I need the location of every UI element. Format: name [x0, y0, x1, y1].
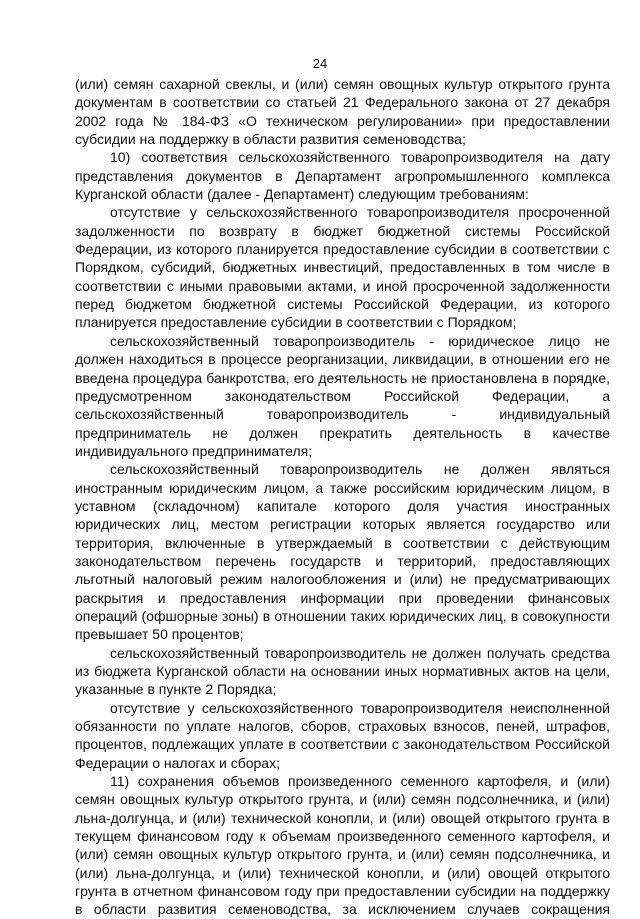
- text-line: предприниматель не должен прекратить деятельность в качестве: [75, 424, 610, 441]
- text-line: перед бюджетом бюджетной системы Российской Федерации, из которого: [75, 296, 610, 313]
- text-line: (или) семян овощных культур открытого грунта, и (или) семян подсолнечника, и: [75, 846, 610, 863]
- text-line: обязанности по уплате налогов, сборов, страховых взносов, пеней, штрафов,: [75, 718, 610, 735]
- text-line: законодательством перечень государств и территорий, предоставляющих: [75, 552, 610, 569]
- text-line: грунта в отчетном финансовом году при предоставлении субсидии на поддержку: [75, 883, 610, 900]
- text-line: (или) льна-долгунца, и (или) технической конопли, и (или) овощей открытого: [75, 864, 610, 881]
- body-text: [75, 75, 610, 919]
- text-line: сельскохозяйственный товаропроизводитель - юридическое лицо не: [110, 332, 610, 349]
- text-line: отсутствие у сельскохозяйственного товаропроизводителя неисполненной: [110, 699, 610, 716]
- text-line: юридических лиц, местом регистрации которых является государство или: [75, 516, 610, 533]
- text-line: отсутствие у сельскохозяйственного товаропроизводителя просроченной: [110, 204, 610, 221]
- text-line: сельскохозяйственный товаропроизводитель не должен являться: [110, 461, 610, 478]
- text-line: представления документов в Департамент агропромышленного комплекса: [75, 167, 610, 184]
- text-line: текущем финансовом году к объемам произведенного семенного картофеля, и: [75, 828, 610, 845]
- text-line: Федерации о налогах и сборах;: [75, 754, 280, 771]
- text-line: Курганской области (далее - Департамент) следующим требованиям:: [75, 186, 529, 203]
- text-line: планируется предоставление субсидии в соответствии с Порядком;: [75, 314, 517, 331]
- text-line: территория, включенные в утверждаемый в соответствии с действующим: [75, 534, 610, 551]
- text-line: 11) сохранения объемов произведенного семенного картофеля, и (или): [110, 773, 610, 790]
- text-line: иностранным юридическим лицом, а также российским юридическим лицом, в: [75, 479, 610, 496]
- text-line: задолженности по возврату в бюджет бюджетной системы Российской: [75, 222, 610, 239]
- text-line: субсидии на поддержку в области развития семеноводства;: [75, 131, 466, 148]
- text-line: сельскохозяйственный товаропроизводитель - индивидуальный: [75, 406, 610, 423]
- text-line: документам в соответствии со статьей 21 Федерального закона от 27 декабря: [75, 94, 610, 111]
- text-line: уставном (складочном) капитале которого доля участия иностранных: [75, 497, 610, 514]
- text-line: должен находиться в процессе реорганизации, ликвидации, в отношении его не: [75, 351, 610, 368]
- text-line: индивидуального предпринимателя;: [75, 442, 313, 459]
- text-line: льготный налоговый режим налогообложения и (или) не предусматривающих: [75, 571, 610, 588]
- text-line: операций (офшорные зоны) в отношении таких юридических лиц, в совокупности: [75, 607, 610, 624]
- text-line: соответствии с иными правовыми актами, и иной просроченной задолженности: [75, 277, 610, 294]
- text-line: семян овощных культур открытого грунта, и (или) семян подсолнечника, и (или): [75, 791, 610, 808]
- text-line: 2002 года № 184-ФЗ «О техническом регулировании» при предоставлении: [75, 112, 610, 129]
- text-line: (или) семян сахарной свеклы, и (или) семян овощных культур открытого грунта: [75, 76, 610, 92]
- text-line: сельскохозяйственный товаропроизводитель не должен получать средства: [110, 644, 610, 661]
- text-line: льна-долгунца, и (или) технической конопли, и (или) овощей открытого грунта в: [75, 809, 610, 826]
- text-line: Федерации, из которого планируется предоставление субсидии в соответствии с: [75, 241, 610, 258]
- text-line: введена процедура банкротства, его деятельность не приостановлена в порядке,: [75, 369, 610, 386]
- text-line: предусмотренном законодательством Российской Федерации, а: [75, 387, 610, 404]
- text-line: в области развития семеноводства, за исключением случаев сокращения: [75, 901, 610, 918]
- text-line: указанные в пункте 2 Порядка;: [75, 681, 277, 698]
- text-line: раскрытия и предоставления информации при проведении финансовых: [75, 589, 610, 606]
- text-line: превышает 50 процентов;: [75, 626, 244, 643]
- text-line: Порядком, субсидий, бюджетных инвестиций, предоставленных в том числе в: [75, 259, 610, 276]
- text-line: из бюджета Курганской области на основании иных нормативных актов на цели,: [75, 663, 610, 679]
- text-line: процентов, подлежащих уплате в соответствии с законодательством Российской: [75, 736, 610, 753]
- page-number: 24: [312, 56, 328, 71]
- text-line: 10) соответствия сельскохозяйственного товаропроизводителя на дату: [110, 149, 610, 166]
